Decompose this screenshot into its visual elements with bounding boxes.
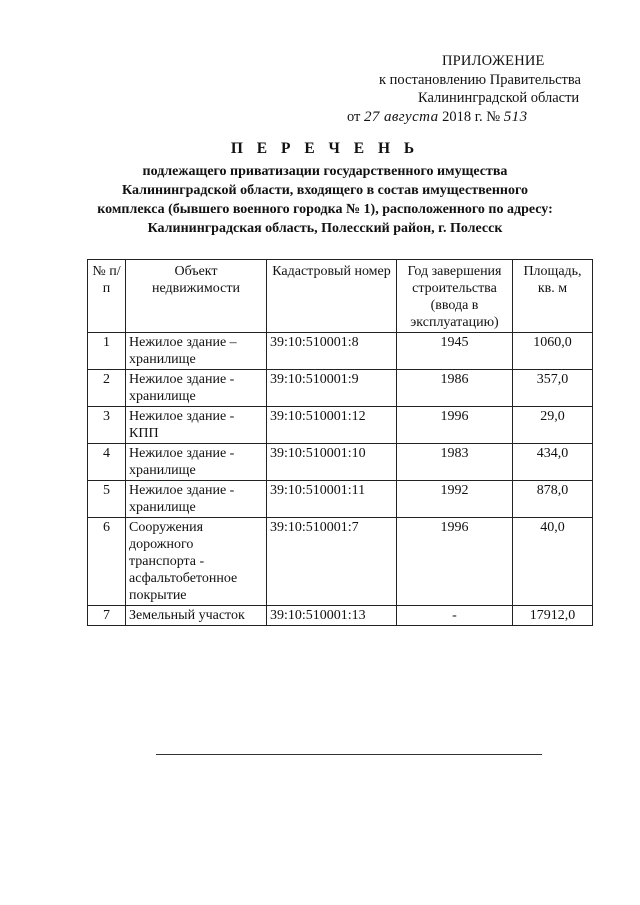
header-year: Год завершения строительства (ввода в эксплуатацию) (397, 260, 513, 333)
row-area: 1060,0 (513, 333, 593, 370)
row-object: Нежилое здание – хранилище (126, 333, 267, 370)
header-cadastral: Кадастровый номер (267, 260, 397, 333)
row-object: Нежилое здание - хранилище (126, 444, 267, 481)
row-num: 4 (88, 444, 126, 481)
header-object: Объект недвижимости (126, 260, 267, 333)
heading-line-4: Калининградская область, Полесский район, г. Полесск (147, 221, 503, 236)
table-row (88, 518, 593, 606)
table-row (88, 333, 593, 370)
document-heading (80, 140, 570, 238)
row-area: 29,0 (513, 407, 593, 444)
row-num: 5 (88, 481, 126, 518)
row-num: 6 (88, 518, 126, 606)
appendix-date-line (330, 108, 600, 127)
appendix-region-line: Калининградской области (418, 90, 580, 106)
row-num: 3 (88, 407, 126, 444)
row-cadastral: 39:10:510001:10 (267, 444, 397, 481)
date-year: 2018 г. (442, 108, 483, 125)
table-row (88, 606, 593, 626)
appendix-resolution-line: к постановлению Правительства (379, 71, 581, 88)
row-area: 434,0 (513, 444, 593, 481)
header-area: Площадь, кв. м (513, 260, 593, 333)
row-cadastral: 39:10:510001:11 (267, 481, 397, 518)
row-year: 1996 (397, 407, 513, 444)
row-cadastral: 39:10:510001:8 (267, 333, 397, 370)
document-title: П Е Р Е Ч Е Н Ь (230, 140, 420, 157)
heading-line-2: Калининградской области, входящего в состав имущественного (122, 183, 528, 198)
row-num: 2 (88, 370, 126, 407)
row-year: 1986 (397, 370, 513, 407)
number-sign: № (486, 108, 501, 125)
row-year: 1945 (397, 333, 513, 370)
row-area: 878,0 (513, 481, 593, 518)
heading-line-3: комплекса (бывшего военного городка № 1), расположенного по адресу: (97, 202, 553, 217)
row-area: 40,0 (513, 518, 593, 606)
table-header-row (88, 260, 593, 333)
row-num: 7 (88, 606, 126, 626)
row-year: 1996 (397, 518, 513, 606)
row-year: - (397, 606, 513, 626)
row-year: 1992 (397, 481, 513, 518)
table-row (88, 444, 593, 481)
row-object: Сооружения дорожного транспорта - асфальтобетонное покрытие (126, 518, 267, 606)
row-object: Нежилое здание - хранилище (126, 370, 267, 407)
table-row (88, 370, 593, 407)
table-row (88, 481, 593, 518)
row-area: 357,0 (513, 370, 593, 407)
row-cadastral: 39:10:510001:9 (267, 370, 397, 407)
row-cadastral: 39:10:510001:7 (267, 518, 397, 606)
row-object: Нежилое здание - хранилище (126, 481, 267, 518)
row-year: 1983 (397, 444, 513, 481)
date-prefix: от (347, 108, 361, 125)
property-table (87, 259, 593, 626)
date-day-month: 27 августа (364, 108, 439, 125)
row-cadastral: 39:10:510001:13 (267, 606, 397, 626)
row-cadastral: 39:10:510001:12 (267, 407, 397, 444)
closing-divider (156, 754, 542, 755)
row-area: 17912,0 (513, 606, 593, 626)
appendix-block (330, 52, 600, 126)
heading-line-1: подлежащего приватизации государственного имущества (142, 164, 508, 179)
appendix-title: ПРИЛОЖЕНИЕ (442, 53, 545, 69)
row-num: 1 (88, 333, 126, 370)
resolution-number: 513 (503, 108, 528, 125)
header-num: № п/п (88, 260, 126, 333)
table-row (88, 407, 593, 444)
row-object: Нежилое здание - КПП (126, 407, 267, 444)
row-object: Земельный участок (126, 606, 267, 626)
